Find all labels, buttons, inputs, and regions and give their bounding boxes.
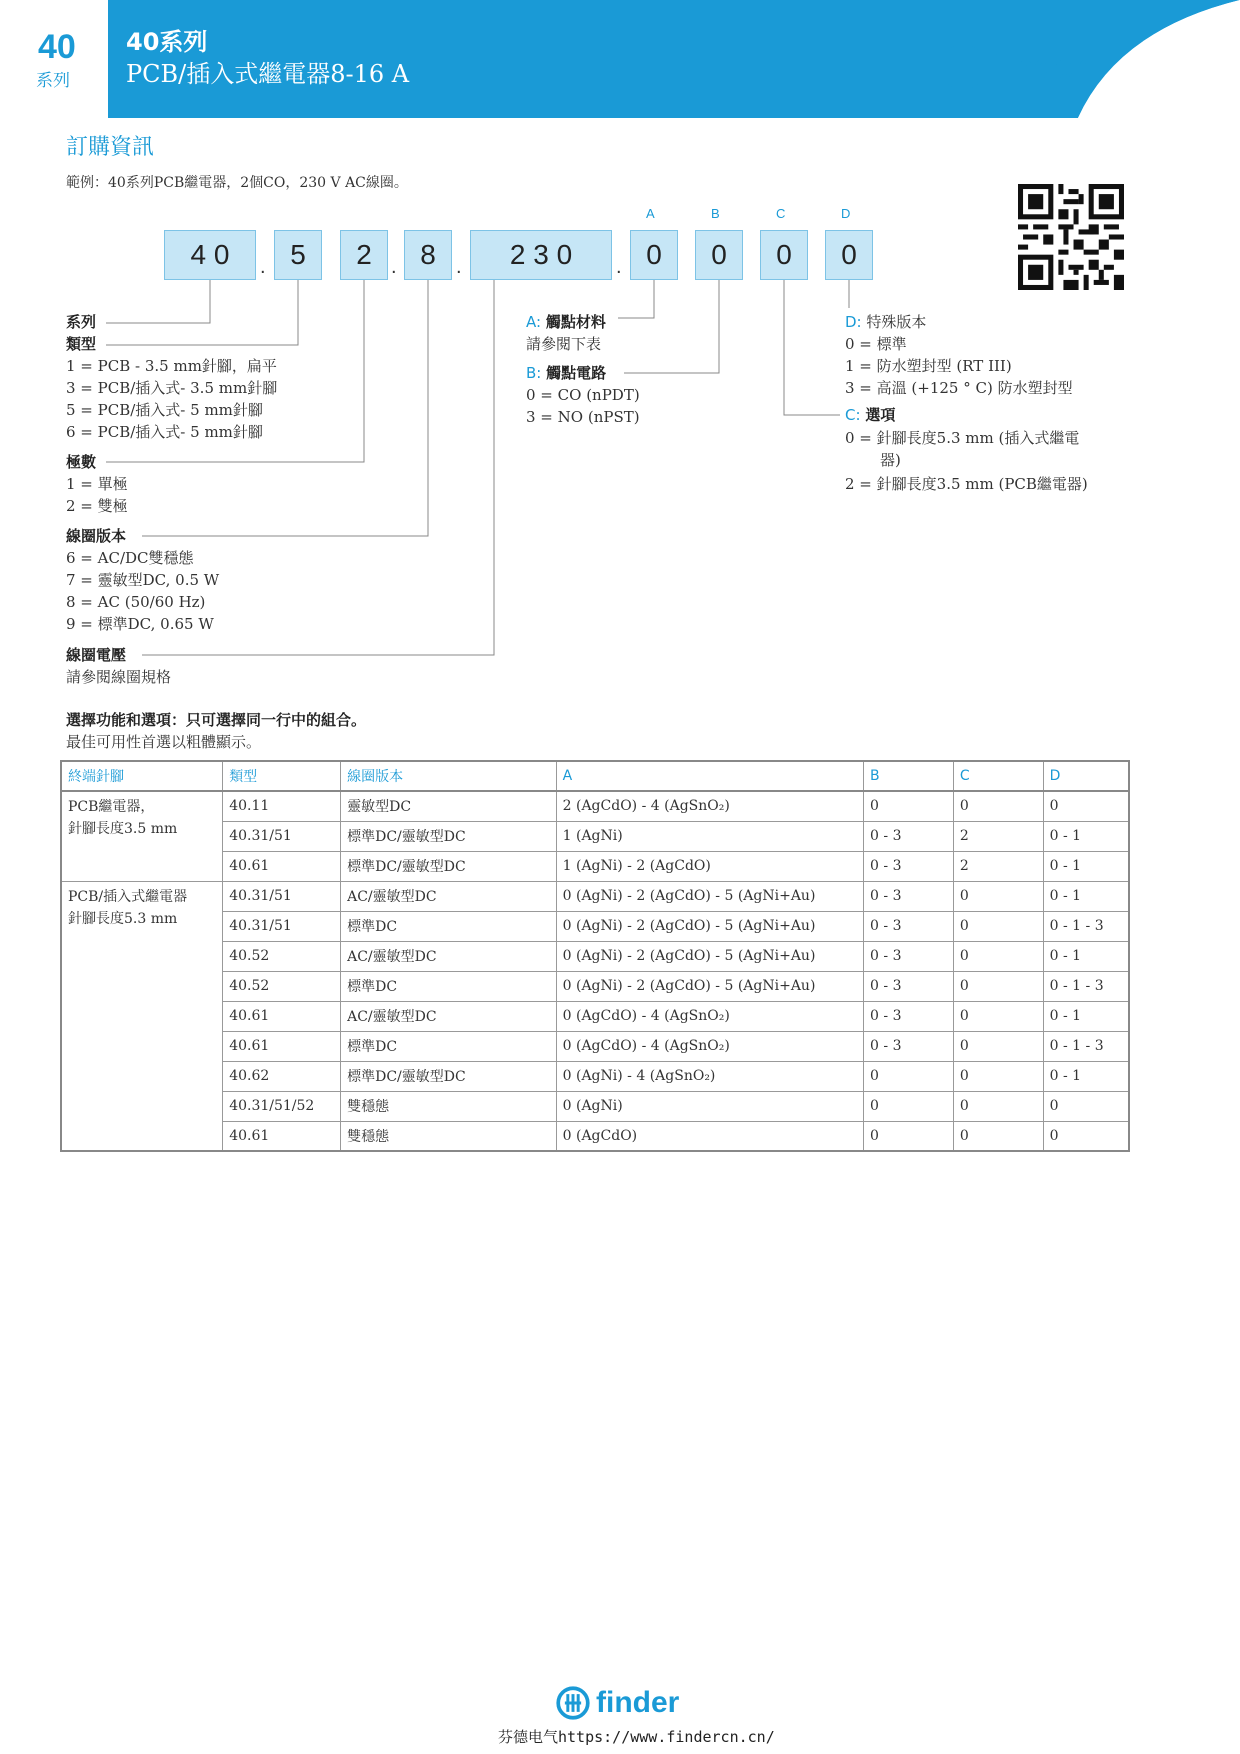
cell-c: 2 (953, 821, 1043, 851)
group-label: 針腳長度3.5 mm (68, 821, 178, 837)
b-item: 0 = CO (nPDT) (526, 386, 640, 404)
code-box-c: 0 (760, 230, 808, 280)
cell-type: 40.61 (223, 1121, 341, 1151)
table-header-row (61, 761, 1129, 791)
cell-coil: 雙穩態 (341, 1121, 557, 1151)
group-label: PCB/插入式繼電器 (68, 888, 188, 905)
cell-coil: 標準DC (341, 1031, 557, 1061)
label-coil-voltage: 線圈電壓 (66, 646, 127, 664)
cell-type: 40.31/51 (223, 821, 341, 851)
section-title: 訂購資訊 (66, 135, 155, 160)
cell-b: 0 - 3 (864, 1001, 954, 1031)
footer-logo (556, 1686, 679, 1720)
b-item: 3 = NO (nPST) (526, 408, 640, 426)
col-header: 類型 (223, 761, 341, 791)
cell-type: 40.31/51 (223, 881, 341, 911)
cell-a: 0 (AgCdO) - 4 (AgSnO₂) (556, 1001, 863, 1031)
coil-item: 8 = AC (50/60 Hz) (66, 593, 206, 611)
col-header: 終端針腳 (61, 761, 223, 791)
code-box-type: 5 (274, 230, 322, 280)
code-box-d: 0 (825, 230, 873, 280)
cell-type: 40.62 (223, 1061, 341, 1091)
brand-name: finder (992, 47, 1087, 86)
cell-type: 40.61 (223, 1001, 341, 1031)
cell-d: 0 (1043, 1121, 1129, 1151)
cell-a: 2 (AgCdO) - 4 (AgSnO₂) (556, 791, 863, 821)
letter-c: C: (845, 406, 861, 424)
c-title: 選項 (865, 406, 896, 424)
example-text: 範例：40系列PCB繼電器，2個CO，230 V AC線圈。 (66, 175, 408, 191)
code-box-b: 0 (695, 230, 743, 280)
page-title: 40系列 (126, 28, 208, 56)
cell-b: 0 (864, 1091, 954, 1121)
cell-coil: 雙穩態 (341, 1091, 557, 1121)
cell-a: 1 (AgNi) (556, 821, 863, 851)
cell-a: 0 (AgCdO) - 4 (AgSnO₂) (556, 1031, 863, 1061)
d-item: 1 = 防水塑封型 (RT III) (845, 357, 1012, 375)
cell-c: 0 (953, 1001, 1043, 1031)
label-c (845, 405, 895, 425)
cell-a: 0 (AgNi) - 4 (AgSnO₂) (556, 1061, 863, 1091)
cell-b: 0 - 3 (864, 821, 954, 851)
cell-b: 0 (864, 1061, 954, 1091)
cell-type: 40.52 (223, 941, 341, 971)
type-item: 1 = PCB - 3.5 mm針腳，扁平 (66, 357, 277, 375)
poles-item: 1 = 單極 (66, 475, 128, 493)
code-letter-c: C (776, 206, 786, 221)
cell-type: 40.31/51 (223, 911, 341, 941)
cell-d: 0 - 1 - 3 (1043, 911, 1129, 941)
cell-d: 0 - 1 (1043, 881, 1129, 911)
d-item: 0 = 標準 (845, 335, 907, 353)
label-b (526, 363, 606, 383)
coil-voltage-note: 請參閱線圈規格 (66, 668, 172, 686)
letter-b: B: (526, 364, 542, 382)
cell-d: 0 - 1 (1043, 1061, 1129, 1091)
options-table (60, 760, 1130, 1152)
coil-item: 7 = 靈敏型DC, 0.5 W (66, 571, 220, 589)
cell-coil: 靈敏型DC (341, 791, 557, 821)
cell-c: 0 (953, 881, 1043, 911)
cell-type: 40.61 (223, 1031, 341, 1061)
type-item: 3 = PCB/插入式- 3.5 mm針腳 (66, 379, 278, 397)
cell-b: 0 (864, 1121, 954, 1151)
code-dot: . (260, 256, 266, 278)
brand-name: finder (596, 1686, 680, 1719)
col-header: B (864, 761, 954, 791)
cell-b: 0 - 3 (864, 881, 954, 911)
code-dot: . (456, 256, 462, 278)
cell-c: 2 (953, 851, 1043, 881)
code-dot: . (616, 256, 622, 278)
col-header: D (1043, 761, 1129, 791)
selection-title: 選擇功能和選項：只可選擇同一行中的組合。 (66, 711, 367, 729)
cell-coil: AC/靈敏型DC (341, 941, 557, 971)
cell-coil: 標準DC/靈敏型DC (341, 851, 557, 881)
c-item: 0 = 針腳長度5.3 mm (插入式繼電 (845, 429, 1080, 447)
finder-logo-icon (556, 1686, 590, 1720)
c-item-cont: 器) (880, 451, 901, 469)
cell-d: 0 (1043, 1091, 1129, 1121)
cell-coil: 標準DC (341, 911, 557, 941)
cell-d: 0 - 1 (1043, 851, 1129, 881)
b-title: 觸點電路 (546, 364, 607, 382)
table-row (61, 881, 1129, 911)
cell-d: 0 - 1 - 3 (1043, 971, 1129, 1001)
cell-type: 40.61 (223, 851, 341, 881)
letter-d: D: (845, 313, 862, 331)
cell-coil: 標準DC (341, 971, 557, 1001)
group-cell (61, 881, 223, 1151)
code-letter-b: B (711, 206, 720, 221)
type-item: 6 = PCB/插入式- 5 mm針腳 (66, 423, 263, 441)
page-subtitle: PCB/插入式繼電器8-16 A (126, 60, 410, 88)
label-type: 類型 (66, 335, 97, 353)
cell-type: 40.31/51/52 (223, 1091, 341, 1121)
label-poles: 極數 (66, 453, 97, 471)
col-header: C (953, 761, 1043, 791)
group-label: 針腳長度5.3 mm (68, 910, 178, 927)
cell-c: 0 (953, 1061, 1043, 1091)
coil-item: 9 = 標準DC, 0.65 W (66, 615, 214, 633)
cell-a: 0 (AgNi) (556, 1091, 863, 1121)
series-number: 40 (38, 28, 76, 66)
code-box-coil-version: 8 (404, 230, 452, 280)
cell-a: 0 (AgNi) - 2 (AgCdO) - 5 (AgNi+Au) (556, 881, 863, 911)
code-letter-d: D (841, 206, 851, 221)
cell-b: 0 - 3 (864, 911, 954, 941)
code-letter-a: A (646, 206, 655, 221)
cell-d: 0 - 1 (1043, 821, 1129, 851)
cell-c: 0 (953, 1121, 1043, 1151)
code-dot: . (391, 256, 397, 278)
a-note: 請參閱下表 (526, 335, 602, 353)
col-header: A (556, 761, 863, 791)
d-title: 特殊版本 (866, 313, 927, 331)
cell-c: 0 (953, 791, 1043, 821)
poles-item: 2 = 雙極 (66, 497, 128, 515)
cell-b: 0 - 3 (864, 1031, 954, 1061)
cell-c: 0 (953, 1031, 1043, 1061)
letter-a: A: (526, 313, 542, 331)
label-d (845, 312, 926, 332)
cell-c: 0 (953, 911, 1043, 941)
cell-d: 0 (1043, 791, 1129, 821)
cell-c: 0 (953, 1091, 1043, 1121)
cell-coil: 標準DC/靈敏型DC (341, 821, 557, 851)
label-series: 系列 (66, 313, 97, 331)
table-row (61, 791, 1129, 821)
cell-coil: AC/靈敏型DC (341, 881, 557, 911)
cell-a: 0 (AgNi) - 2 (AgCdO) - 5 (AgNi+Au) (556, 911, 863, 941)
cell-c: 0 (953, 941, 1043, 971)
code-box-coil-voltage: 2 3 0 (470, 230, 612, 280)
group-cell (61, 791, 223, 881)
cell-b: 0 - 3 (864, 851, 954, 881)
cell-d: 0 - 1 - 3 (1043, 1031, 1129, 1061)
d-item: 3 = 高溫 (+125 ° C) 防水塑封型 (845, 379, 1073, 397)
cell-a: 0 (AgCdO) (556, 1121, 863, 1151)
cell-a: 0 (AgNi) - 2 (AgCdO) - 5 (AgNi+Au) (556, 971, 863, 1001)
cell-c: 0 (953, 971, 1043, 1001)
cell-a: 1 (AgNi) - 2 (AgCdO) (556, 851, 863, 881)
code-box-a: 0 (630, 230, 678, 280)
selection-note: 最佳可用性首選以粗體顯示。 (66, 733, 262, 751)
code-box-series: 4 0 (164, 230, 256, 280)
cell-b: 0 - 3 (864, 941, 954, 971)
type-item: 5 = PCB/插入式- 5 mm針腳 (66, 401, 263, 419)
code-box-poles: 2 (340, 230, 388, 280)
label-coil-version: 線圈版本 (66, 527, 127, 545)
series-word: 系列 (36, 71, 70, 91)
cell-d: 0 - 1 (1043, 1001, 1129, 1031)
cell-a: 0 (AgNi) - 2 (AgCdO) - 5 (AgNi+Au) (556, 941, 863, 971)
label-a (526, 312, 606, 332)
cell-coil: 標準DC/靈敏型DC (341, 1061, 557, 1091)
footer-link[interactable]: 芬德电气https://www.findercn.cn/ (498, 1728, 775, 1746)
cell-b: 0 - 3 (864, 971, 954, 1001)
c-item: 2 = 針腳長度3.5 mm (PCB繼電器) (845, 475, 1088, 493)
cell-type: 40.11 (223, 791, 341, 821)
cell-type: 40.52 (223, 971, 341, 1001)
cell-d: 0 - 1 (1043, 941, 1129, 971)
a-title: 觸點材料 (545, 313, 606, 331)
col-header: 線圈版本 (341, 761, 557, 791)
cell-coil: AC/靈敏型DC (341, 1001, 557, 1031)
group-label: PCB繼電器， (68, 799, 155, 815)
coil-item: 6 = AC/DC雙穩態 (66, 549, 194, 567)
cell-b: 0 (864, 791, 954, 821)
